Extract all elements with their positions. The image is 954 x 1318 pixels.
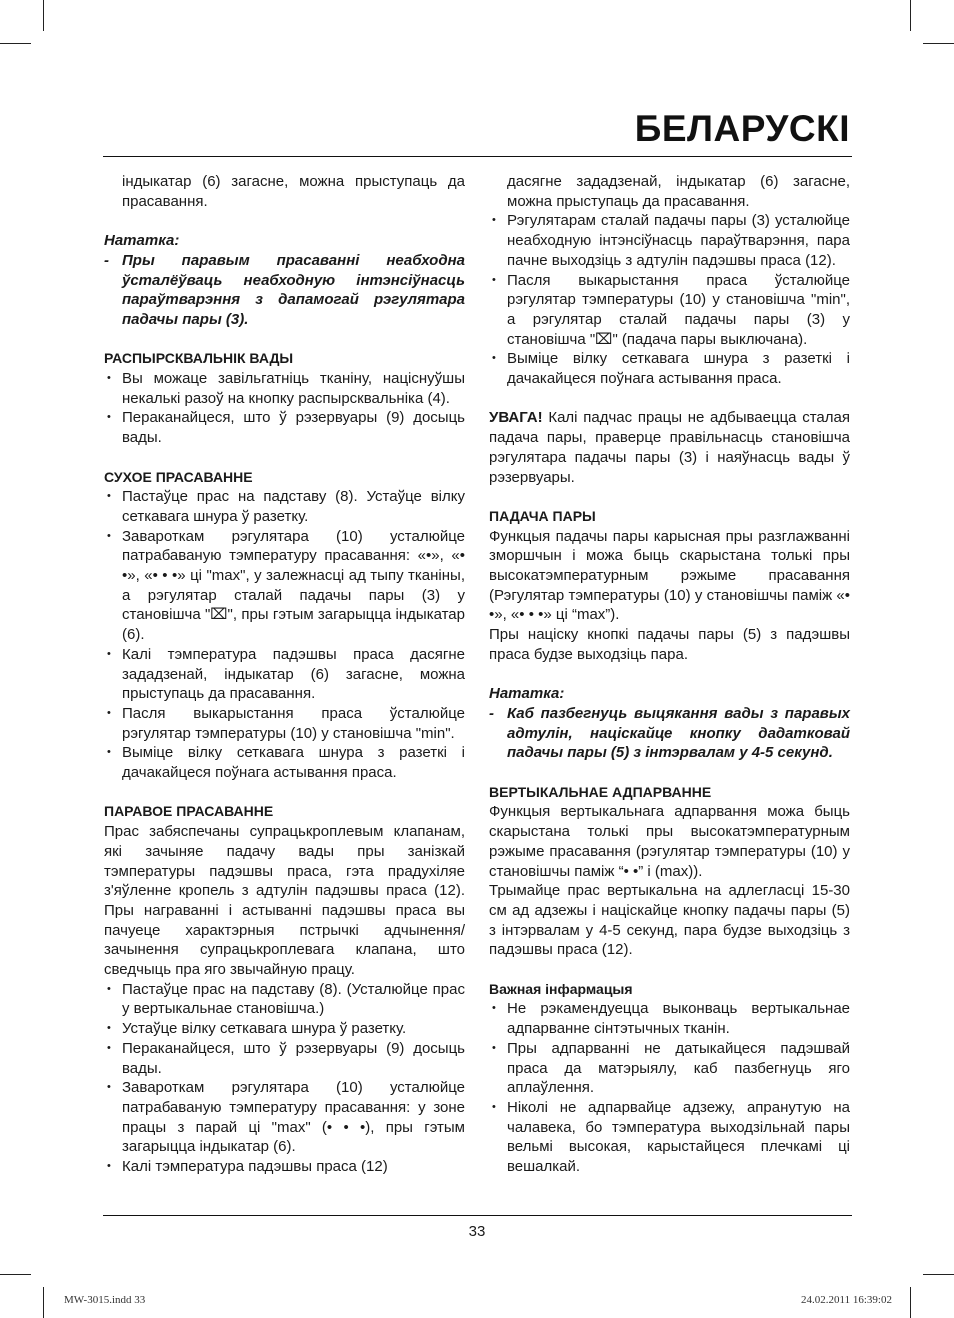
crop-mark [923, 1274, 954, 1275]
continued-text: дасягне зададзенай, індыкатар (6) загасне, можна прыступаць да прасавання. [507, 173, 850, 210]
list-item: • Пасля выкарыстання праса ўсталюйце рэгулятар тэмпературы (10) у становішча "min", а рэгулятар сталай падачы пары (3) у становішча "⌧" (падача пары выключана). [489, 271, 850, 350]
crop-mark [0, 43, 31, 44]
list-item: • Калі тэмпература падэшвы праса дасягне зададзенай, індыкатар (6) загасне, можна прыступаць да прасавання. [104, 645, 465, 704]
important-info-list [489, 999, 850, 1176]
crop-mark [923, 43, 954, 44]
list-item: • Пасля выкарыстання праса ўсталюйце рэгулятар тэмпературы (10) у становішча "min". [104, 704, 465, 743]
steam-continued-list [489, 211, 850, 388]
steam-supply-text: Функцыя падачы пары карысная пры разглажванні зморшчын і можа быць скарыстана толькі пры высокатэмпературным рэжыме прасавання (Рэгулятар тэмпературы (10) у становішчы паміж «• •», «• • •» ці “max”). [489, 527, 850, 624]
print-slug-date: 24.02.2011 16:39:02 [801, 1294, 892, 1306]
crop-mark [910, 0, 911, 31]
print-slug-filename: MW-3015.indd 33 [64, 1294, 146, 1306]
footer-rule [103, 1215, 852, 1216]
vertical-steam-text: Функцыя вертыкальнага адпарвання можа быць скарыстана толькі пры высокатэмпературным рэжыме прасавання (рэгулятар тэмпературы (10) у становішчы паміж “• •” і (max)). [489, 803, 850, 880]
header-rule [103, 156, 852, 157]
section-heading-dry-ironing: СУХОЕ ПРАСАВАННЕ [104, 468, 253, 485]
list-item: • Пераканайцеся, што ў рэзервуары (9) досыць вады. [104, 1039, 465, 1078]
crop-mark [0, 1274, 31, 1275]
note-text: - Каб пазбегнуць выцякання вады з паравых адтулін, націскайце кнопку дадатковай падачы пары (5) з інтэрвалам у 4-5 секунд. [489, 704, 850, 763]
section-heading-vertical-steam: ВЕРТЫКАЛЬНАЕ АДПАРВАННЕ [489, 783, 712, 800]
section-heading-important-info: Важная інфармацыя [489, 980, 633, 997]
warning-label: УВАГА! [489, 409, 543, 427]
list-item: • Ніколі не адпарвайце адзежу, апранутую на чалавека, бо тэмпература выходзільнай пары вельмі высокая, карыстайцеся плечкамі ці вешалкай. [489, 1098, 850, 1177]
steam-ironing-list [104, 980, 465, 1177]
note-heading: Нататка: [489, 685, 565, 703]
note-heading: Нататка: [104, 232, 180, 250]
warning-paragraph [489, 408, 850, 487]
list-item: • Пры адпарванні не датыкайцеся падэшвай праса да матэрыялу, каб пазбегнуць яго аплаўлення. [489, 1039, 850, 1098]
list-item: • Вы можаце завільгатніць тканіну, націснуўшы некалькі разоў на кнопку распырсквальніка (4). [104, 369, 465, 408]
dry-ironing-list [104, 487, 465, 783]
crop-mark [43, 1287, 44, 1318]
continued-text: індыкатар (6) загасне, можна прыступаць да прасавання. [122, 173, 465, 210]
list-item: • Пераканайцеся, што ў рэзервуары (9) досыць вады. [104, 408, 465, 447]
list-item: • Выміце вілку сеткавага шнура з разеткі і дачакайцеся поўнага астывання праса. [104, 743, 465, 782]
crop-mark [43, 0, 44, 31]
list-item: • Завароткам рэгулятара (10) усталюйце патрабаваную тэмпературу прасавання: у зоне працы з парай ці "max" (• • •), пры гэтым загарыцца індыкатар (6). [104, 1078, 465, 1157]
right-column [489, 172, 850, 1177]
sprayer-list [104, 369, 465, 448]
list-item: • Калі тэмпература падэшвы праса (12) [104, 1157, 465, 1177]
section-heading-steam-supply: ПАДАЧА ПАРЫ [489, 507, 596, 524]
left-column [104, 172, 465, 1177]
crop-mark [910, 1287, 911, 1318]
list-item: • Рэгулятарам сталай падачы пары (3) усталюйце неабходную інтэнсіўнасць параўтварэння, пара пачне выходзіць з адтулін падэшвы праса (12). [489, 211, 850, 270]
page-number: 33 [468, 1223, 486, 1240]
list-item: • Не рэкамендуецца выконваць вертыкальнае адпарванне сінтэтычных тканін. [489, 999, 850, 1038]
section-heading-steam-ironing: ПАРАВОЕ ПРАСАВАННЕ [104, 803, 274, 820]
list-item: • Пастаўце прас на падставу (8). Устаўце вілку сеткавага шнура ў разетку. [104, 487, 465, 526]
warning-text: Калі падчас працы не адбываецца сталая падача пары, праверце правільнасць становішча рэгулятара падачы пары (3) і наяўнасць вады ў рэзервуары. [489, 409, 850, 486]
list-item: • Пастаўце прас на падставу (8). (Усталюйце прас у вертыкальнае становішча.) [104, 980, 465, 1019]
steam-supply-text-2: Пры націску кнопкі падачы пары (5) з падэшвы праса будзе выходзіць пара. [489, 626, 850, 663]
section-heading-sprayer: РАСПЫРСКВАЛЬНІК ВАДЫ [104, 350, 294, 367]
page-title: БЕЛАРУСКІ [634, 108, 850, 149]
list-item: • Выміце вілку сеткавага шнура з разеткі і дачакайцеся поўнага астывання праса. [489, 349, 850, 388]
steam-ironing-text: Прас забяспечаны супрацькроплевым клапанам, які зачыняе падачу вады пры занізкай тэмпературы падэшвы праса, гэта прадухіляе з'яўленне кропель з адтулін падэшвы праса (12). Пры награванні і астыванні падэшвы праса вы пачуеце характэрныя пстрычкі адчынення/зачынення супрацькроплевага клапана, што сведчыць пра яго звычайную працу. [104, 823, 465, 979]
list-item: • Завароткам рэгулятара (10) усталюйце патрабаваную тэмпературу прасавання: «•», «• •», «• • •» ці "max", у залежнасці ад тыпу тканіны, а рэгулятар сталай падачы пары (3) у становішча "⌧", пры гэтым загарыцца індыкатар (6). [104, 527, 465, 645]
note-text: - Пры паравым прасаванні неабходна ўсталёўваць неабходную інтэнсіўнасць параўтварэння з дапамогай рэгулятара падачы пары (3). [104, 251, 465, 330]
list-item: • Устаўце вілку сеткавага шнура ў разетку. [104, 1019, 465, 1039]
vertical-steam-text-2: Трымайце прас вертыкальна на адлегласці 15-30 см ад адзежы і націскайце кнопку падачы пары (5) з інтэрвалам у 4-5 секунд, пара будзе выходзіць з падэшвы праса (12). [489, 882, 850, 959]
